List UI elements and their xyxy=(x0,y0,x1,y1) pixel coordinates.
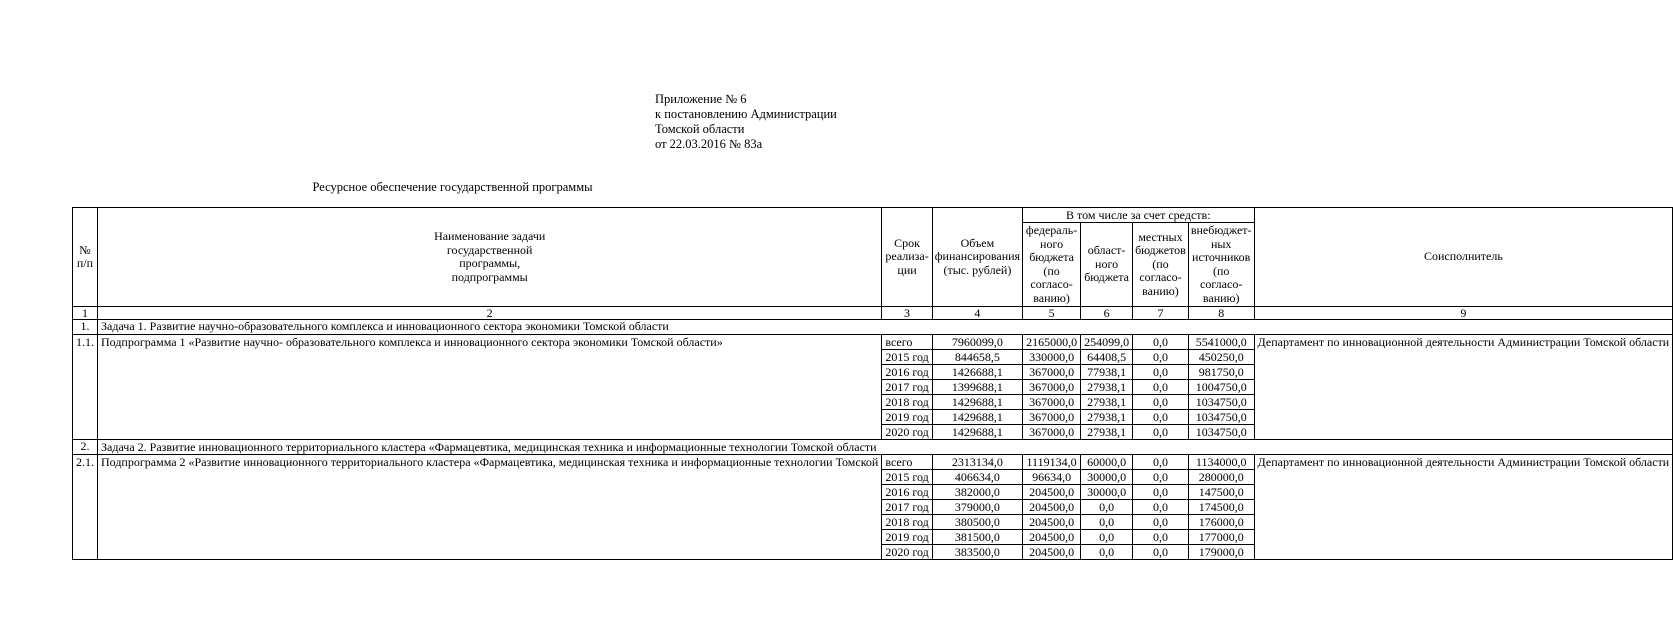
volume-value: 382000,0 xyxy=(932,485,1022,500)
header-executor: Соисполнитель xyxy=(1254,208,1673,307)
period: 2020 год xyxy=(882,545,932,560)
period: 2018 год xyxy=(882,515,932,530)
task-text: Задача 1. Развитие научно-образовательного комплекса и инновационного сектора экономики Томской области xyxy=(98,320,1673,335)
column-number: 7 xyxy=(1133,307,1189,320)
volume-value: 844658,5 xyxy=(932,350,1022,365)
resource-table xyxy=(72,207,1673,560)
local-value: 0,0 xyxy=(1133,425,1189,440)
federal-value: 204500,0 xyxy=(1023,485,1081,500)
column-number: 9 xyxy=(1254,307,1673,320)
local-value: 0,0 xyxy=(1133,335,1189,350)
local-value: 0,0 xyxy=(1133,380,1189,395)
period: 2020 год xyxy=(882,425,932,440)
volume-value: 2313134,0 xyxy=(932,455,1022,470)
extra-value: 1134000,0 xyxy=(1188,455,1254,470)
federal-value: 330000,0 xyxy=(1023,350,1081,365)
task-row xyxy=(73,320,1673,335)
local-value: 0,0 xyxy=(1133,500,1189,515)
regional-value: 27938,1 xyxy=(1081,395,1133,410)
task-row xyxy=(73,440,1673,455)
extra-value: 280000,0 xyxy=(1188,470,1254,485)
extra-value: 177000,0 xyxy=(1188,530,1254,545)
period: 2016 год xyxy=(882,485,932,500)
period: 2019 год xyxy=(882,410,932,425)
regional-value: 60000,0 xyxy=(1081,455,1133,470)
task-num: 1. xyxy=(73,320,98,335)
federal-value: 367000,0 xyxy=(1023,425,1081,440)
header-volume: Объем финансирования (тыс. рублей) xyxy=(932,208,1022,307)
federal-value: 367000,0 xyxy=(1023,365,1081,380)
extra-value: 981750,0 xyxy=(1188,365,1254,380)
regional-value: 0,0 xyxy=(1081,545,1133,560)
local-value: 0,0 xyxy=(1133,395,1189,410)
volume-value: 379000,0 xyxy=(932,500,1022,515)
subprogram-name: Подпрограмма 1 «Развитие научно- образовательного комплекса и инновационного сектора экономики Томской области» xyxy=(98,335,882,440)
regional-value: 27938,1 xyxy=(1081,410,1133,425)
appendix-line-3: Томской области xyxy=(655,122,745,136)
local-value: 0,0 xyxy=(1133,530,1189,545)
volume-value: 7960099,0 xyxy=(932,335,1022,350)
header-local: местных бюджетов (по согласо- ванию) xyxy=(1133,223,1189,307)
extra-value: 1034750,0 xyxy=(1188,425,1254,440)
appendix-line-2: к постановлению Администрации xyxy=(655,107,837,121)
federal-value: 204500,0 xyxy=(1023,500,1081,515)
local-value: 0,0 xyxy=(1133,545,1189,560)
volume-value: 383500,0 xyxy=(932,545,1022,560)
column-number: 1 xyxy=(73,307,98,320)
header-num: № п/п xyxy=(73,208,98,307)
volume-value: 1426688,1 xyxy=(932,365,1022,380)
volume-value: 406634,0 xyxy=(932,470,1022,485)
appendix-block xyxy=(655,92,837,152)
header-extra: внебюджет- ных источников (по согласо- ванию) xyxy=(1188,223,1254,307)
subprogram-name: Подпрограмма 2 «Развитие инновационного территориального кластера «Фармацевтика, медицинская техника и информационные технологии Томской xyxy=(98,455,882,560)
regional-value: 27938,1 xyxy=(1081,380,1133,395)
federal-value: 204500,0 xyxy=(1023,515,1081,530)
executor: Департамент по инновационной деятельности Администрации Томской области xyxy=(1254,335,1673,440)
period: 2017 год xyxy=(882,500,932,515)
period: 2015 год xyxy=(882,350,932,365)
volume-value: 380500,0 xyxy=(932,515,1022,530)
local-value: 0,0 xyxy=(1133,515,1189,530)
data-row xyxy=(73,455,1673,470)
extra-value: 5541000,0 xyxy=(1188,335,1254,350)
column-number: 3 xyxy=(882,307,932,320)
regional-value: 0,0 xyxy=(1081,530,1133,545)
header-term: Срок реализа- ции xyxy=(882,208,932,307)
period: 2015 год xyxy=(882,470,932,485)
subprogram-num: 2.1. xyxy=(73,455,98,560)
volume-value: 1429688,1 xyxy=(932,425,1022,440)
subprogram-num: 1.1. xyxy=(73,335,98,440)
appendix-line-1: Приложение № 6 xyxy=(655,92,747,106)
header-federal: федераль- ного бюджета (по согласо- ванию) xyxy=(1023,223,1081,307)
extra-value: 1034750,0 xyxy=(1188,395,1254,410)
local-value: 0,0 xyxy=(1133,455,1189,470)
federal-value: 367000,0 xyxy=(1023,395,1081,410)
period: всего xyxy=(882,335,932,350)
header-row-1 xyxy=(73,208,1673,223)
appendix-line-4: от 22.03.2016 № 83а xyxy=(655,137,763,151)
volume-value: 1399688,1 xyxy=(932,380,1022,395)
federal-value: 204500,0 xyxy=(1023,530,1081,545)
task-text: Задача 2. Развитие инновационного территориального кластера «Фармацевтика, медицинская техника и информационные технологии Томской области xyxy=(98,440,1673,455)
extra-value: 147500,0 xyxy=(1188,485,1254,500)
extra-value: 1004750,0 xyxy=(1188,380,1254,395)
period: 2018 год xyxy=(882,395,932,410)
regional-value: 30000,0 xyxy=(1081,485,1133,500)
federal-value: 1119134,0 xyxy=(1023,455,1081,470)
task-num: 2. xyxy=(73,440,98,455)
extra-value: 174500,0 xyxy=(1188,500,1254,515)
regional-value: 27938,1 xyxy=(1081,425,1133,440)
period: 2016 год xyxy=(882,365,932,380)
period: 2019 год xyxy=(882,530,932,545)
regional-value: 30000,0 xyxy=(1081,470,1133,485)
column-number: 5 xyxy=(1023,307,1081,320)
regional-value: 0,0 xyxy=(1081,515,1133,530)
federal-value: 367000,0 xyxy=(1023,410,1081,425)
column-number: 4 xyxy=(932,307,1022,320)
local-value: 0,0 xyxy=(1133,350,1189,365)
local-value: 0,0 xyxy=(1133,485,1189,500)
local-value: 0,0 xyxy=(1133,365,1189,380)
federal-value: 367000,0 xyxy=(1023,380,1081,395)
volume-value: 1429688,1 xyxy=(932,410,1022,425)
header-name: Наименование задачи государственной программы, подпрограммы xyxy=(98,208,882,307)
column-number: 6 xyxy=(1081,307,1133,320)
extra-value: 176000,0 xyxy=(1188,515,1254,530)
extra-value: 179000,0 xyxy=(1188,545,1254,560)
volume-value: 1429688,1 xyxy=(932,395,1022,410)
regional-value: 64408,5 xyxy=(1081,350,1133,365)
data-row xyxy=(73,335,1673,350)
regional-value: 0,0 xyxy=(1081,500,1133,515)
header-including: В том числе за счет средств: xyxy=(1023,208,1254,223)
regional-value: 77938,1 xyxy=(1081,365,1133,380)
federal-value: 204500,0 xyxy=(1023,545,1081,560)
volume-value: 381500,0 xyxy=(932,530,1022,545)
extra-value: 1034750,0 xyxy=(1188,410,1254,425)
federal-value: 2165000,0 xyxy=(1023,335,1081,350)
column-number-row xyxy=(73,307,1673,320)
column-number: 8 xyxy=(1188,307,1254,320)
local-value: 0,0 xyxy=(1133,470,1189,485)
regional-value: 254099,0 xyxy=(1081,335,1133,350)
document-title: Ресурсное обеспечение государственной программы xyxy=(312,180,593,194)
period: всего xyxy=(882,455,932,470)
header-regional: област- ного бюджета xyxy=(1081,223,1133,307)
executor: Департамент по инновационной деятельности Администрации Томской области xyxy=(1254,455,1673,560)
federal-value: 96634,0 xyxy=(1023,470,1081,485)
column-number: 2 xyxy=(98,307,882,320)
period: 2017 год xyxy=(882,380,932,395)
local-value: 0,0 xyxy=(1133,410,1189,425)
extra-value: 450250,0 xyxy=(1188,350,1254,365)
